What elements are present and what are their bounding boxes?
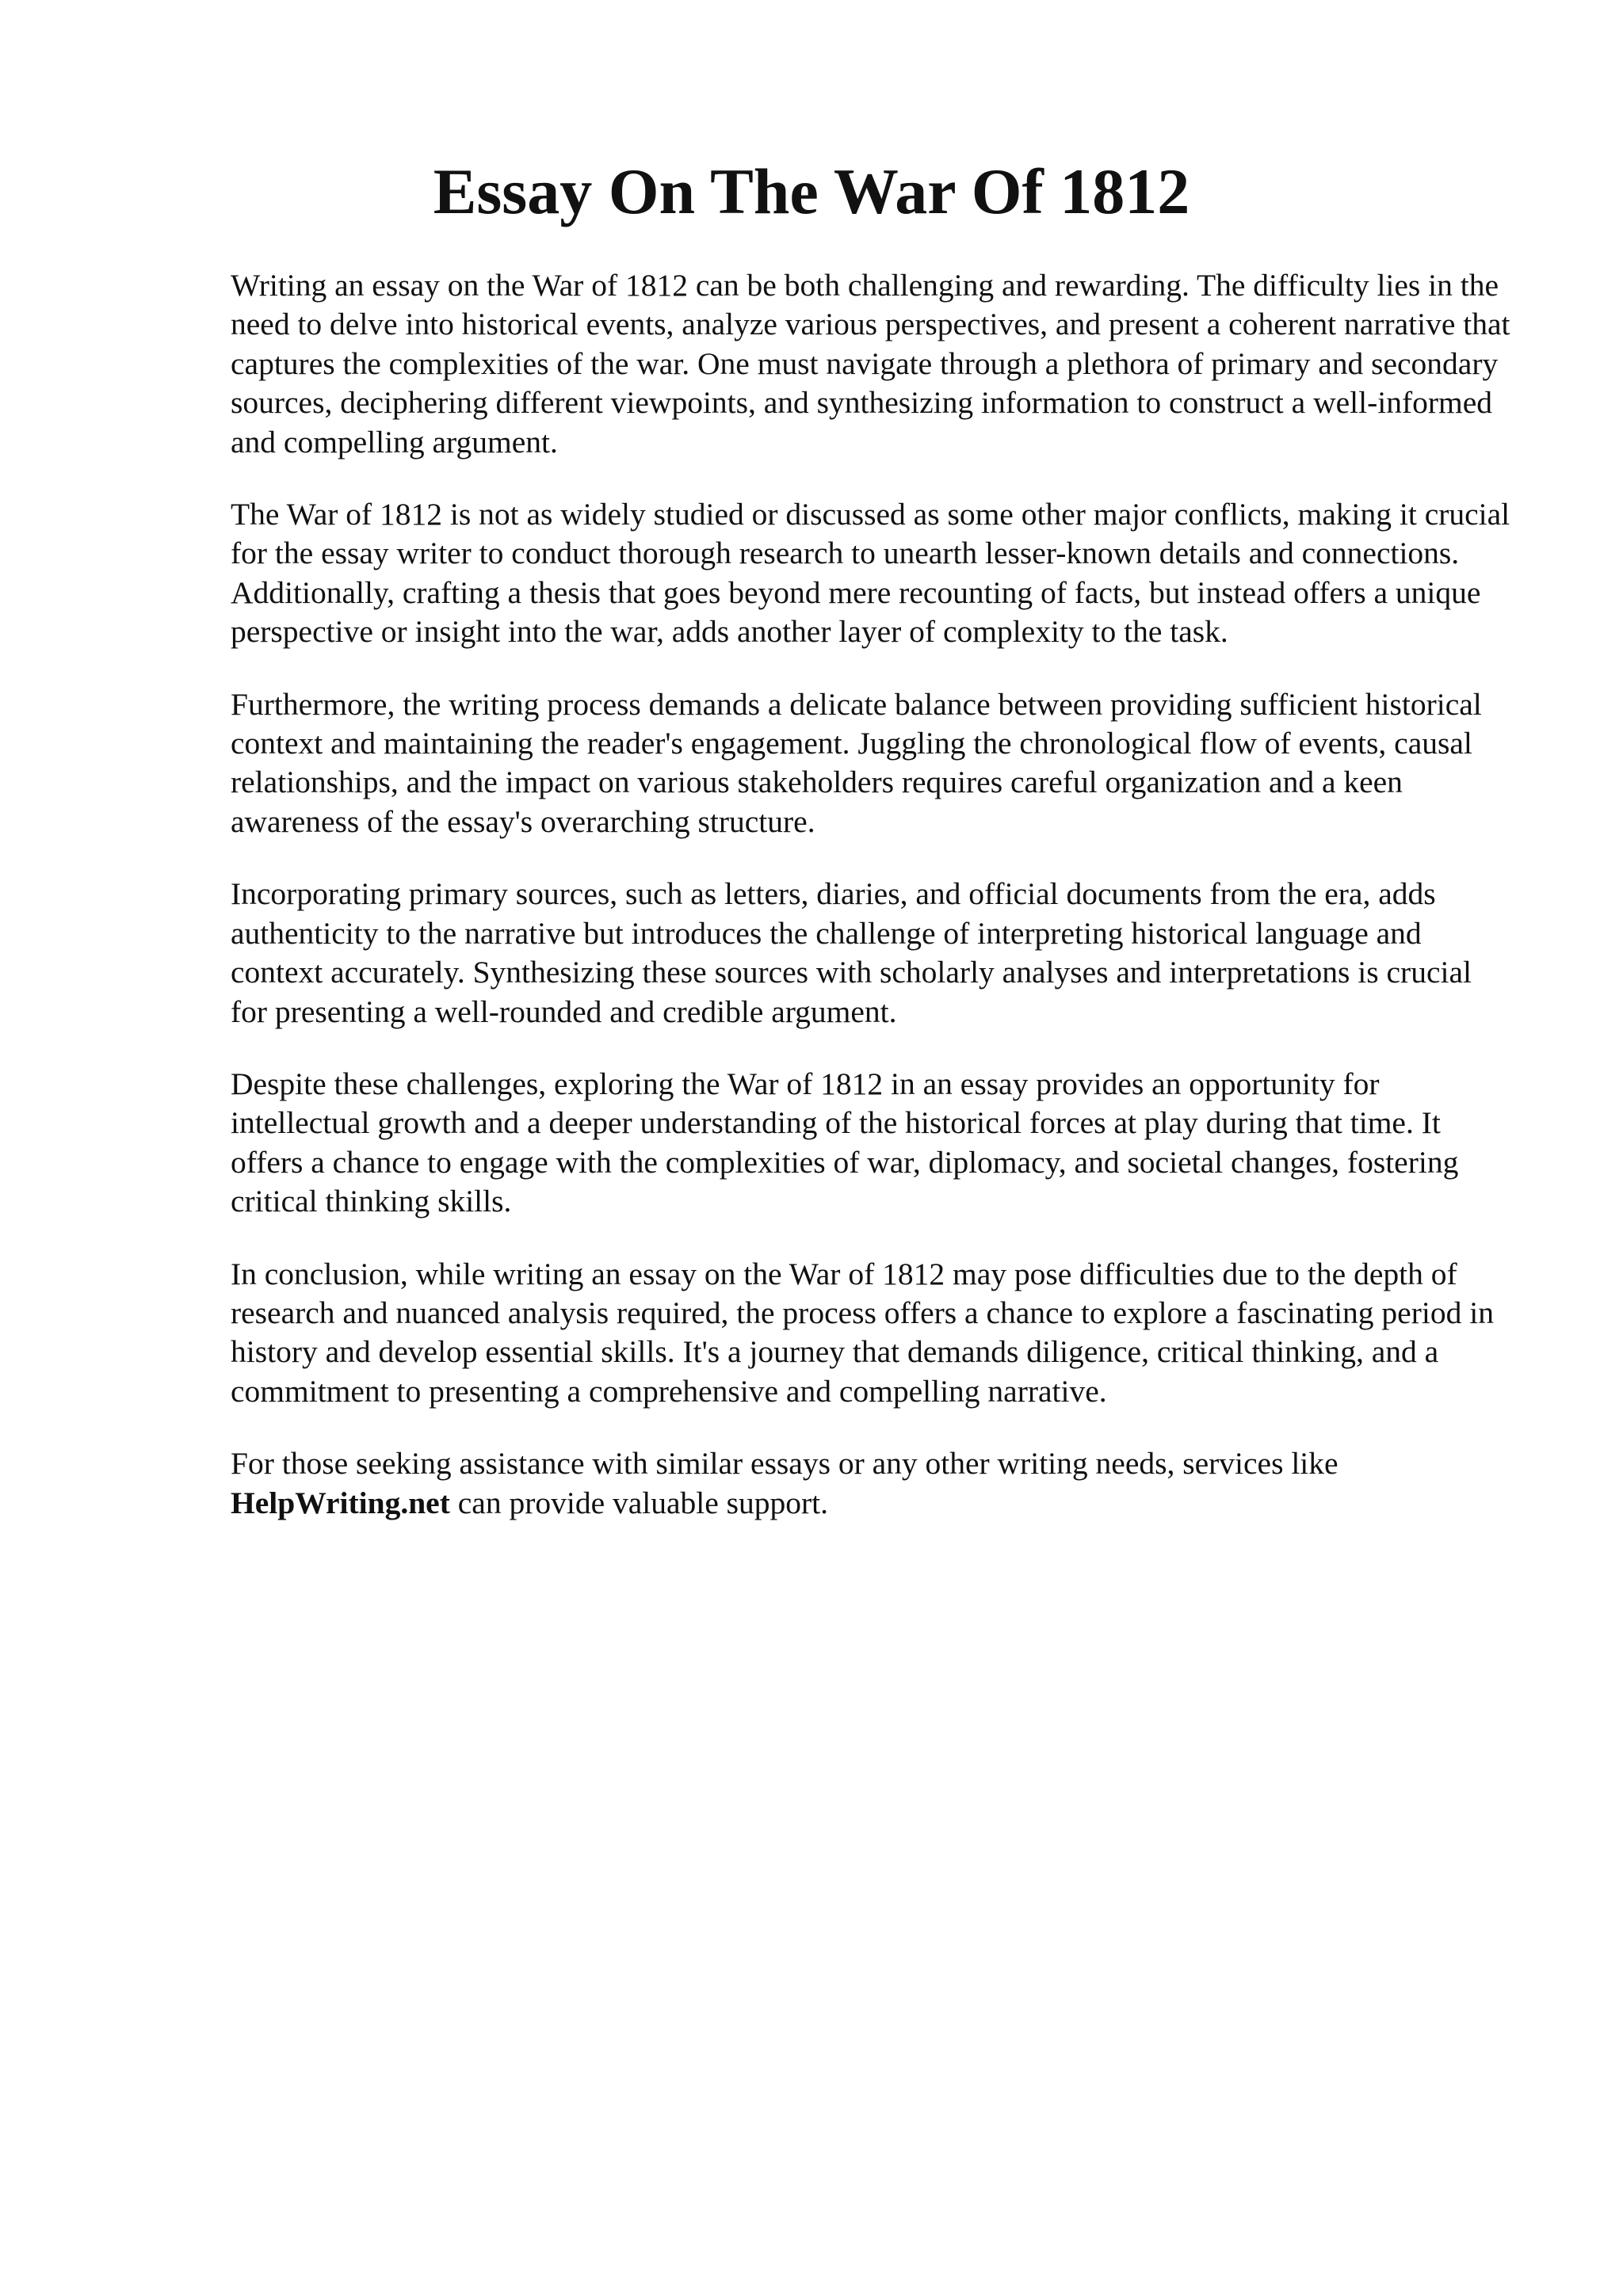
closing-lead-text: For those seeking assistance with similar essays or any other writing needs, services like xyxy=(231,1446,1338,1482)
paragraph: Furthermore, the writing process demands a delicate balance between providing sufficient historical context and maintaining the reader's engagement. Juggling the chronological flow of events, causal relationships, and the impact on various stakeholders requires careful organization and a keen awareness of the essay's overarching structure. xyxy=(231,686,1482,839)
closing-tail-text: can provide valuable support. xyxy=(449,1485,829,1520)
paragraph: Writing an essay on the War of 1812 can be both challenging and rewarding. The difficulty lies in the need to delve into historical events, analyze various perspectives, and present a coherent narrative that captures the complexities of the war. One must navigate through a plethora of primary and secondary sources, deciphering different viewpoints, and synthesizing information to construct a well-informed and compelling argument. xyxy=(231,268,1510,460)
helpwriting-link[interactable]: HelpWriting.net xyxy=(231,1485,450,1520)
paragraph: Incorporating primary sources, such as letters, diaries, and official documents from the era, adds authenticity to the narrative but introduces the challenge of interpreting historical language and context accurately. Synthesizing these sources with scholarly analyses and interpretations is crucial for presenting a well-rounded and credible argument. xyxy=(231,876,1472,1029)
closing-paragraph xyxy=(231,1444,1514,1523)
paragraph: In conclusion, while writing an essay on the War of 1812 may pose difficulties due to the depth of research and nuanced analysis required, the process offers a chance to explore a fascinating period in history and develop essential skills. It's a journey that demands diligence, critical thinking, and a commitment to presenting a comprehensive and compelling narrative. xyxy=(231,1256,1494,1409)
paragraph: The War of 1812 is not as widely studied or discussed as some other major conflicts, making it crucial for the essay writer to conduct thorough research to unearth lesser-known details and connections. Additionally, crafting a thesis that goes beyond mere recounting of facts, but instead offers a unique perspective or insight into the war, adds another layer of complexity to the task. xyxy=(231,497,1510,650)
paragraph: Despite these challenges, exploring the War of 1812 in an essay provides an opportunity for intellectual growth and a deeper understanding of the historical forces at play during that time. It offers a chance to engage with the complexities of war, diplomacy, and societal changes, fostering critical thinking skills. xyxy=(231,1066,1459,1219)
document-title: Essay On The War Of 1812 xyxy=(433,155,1190,227)
document-body xyxy=(231,266,1514,1556)
